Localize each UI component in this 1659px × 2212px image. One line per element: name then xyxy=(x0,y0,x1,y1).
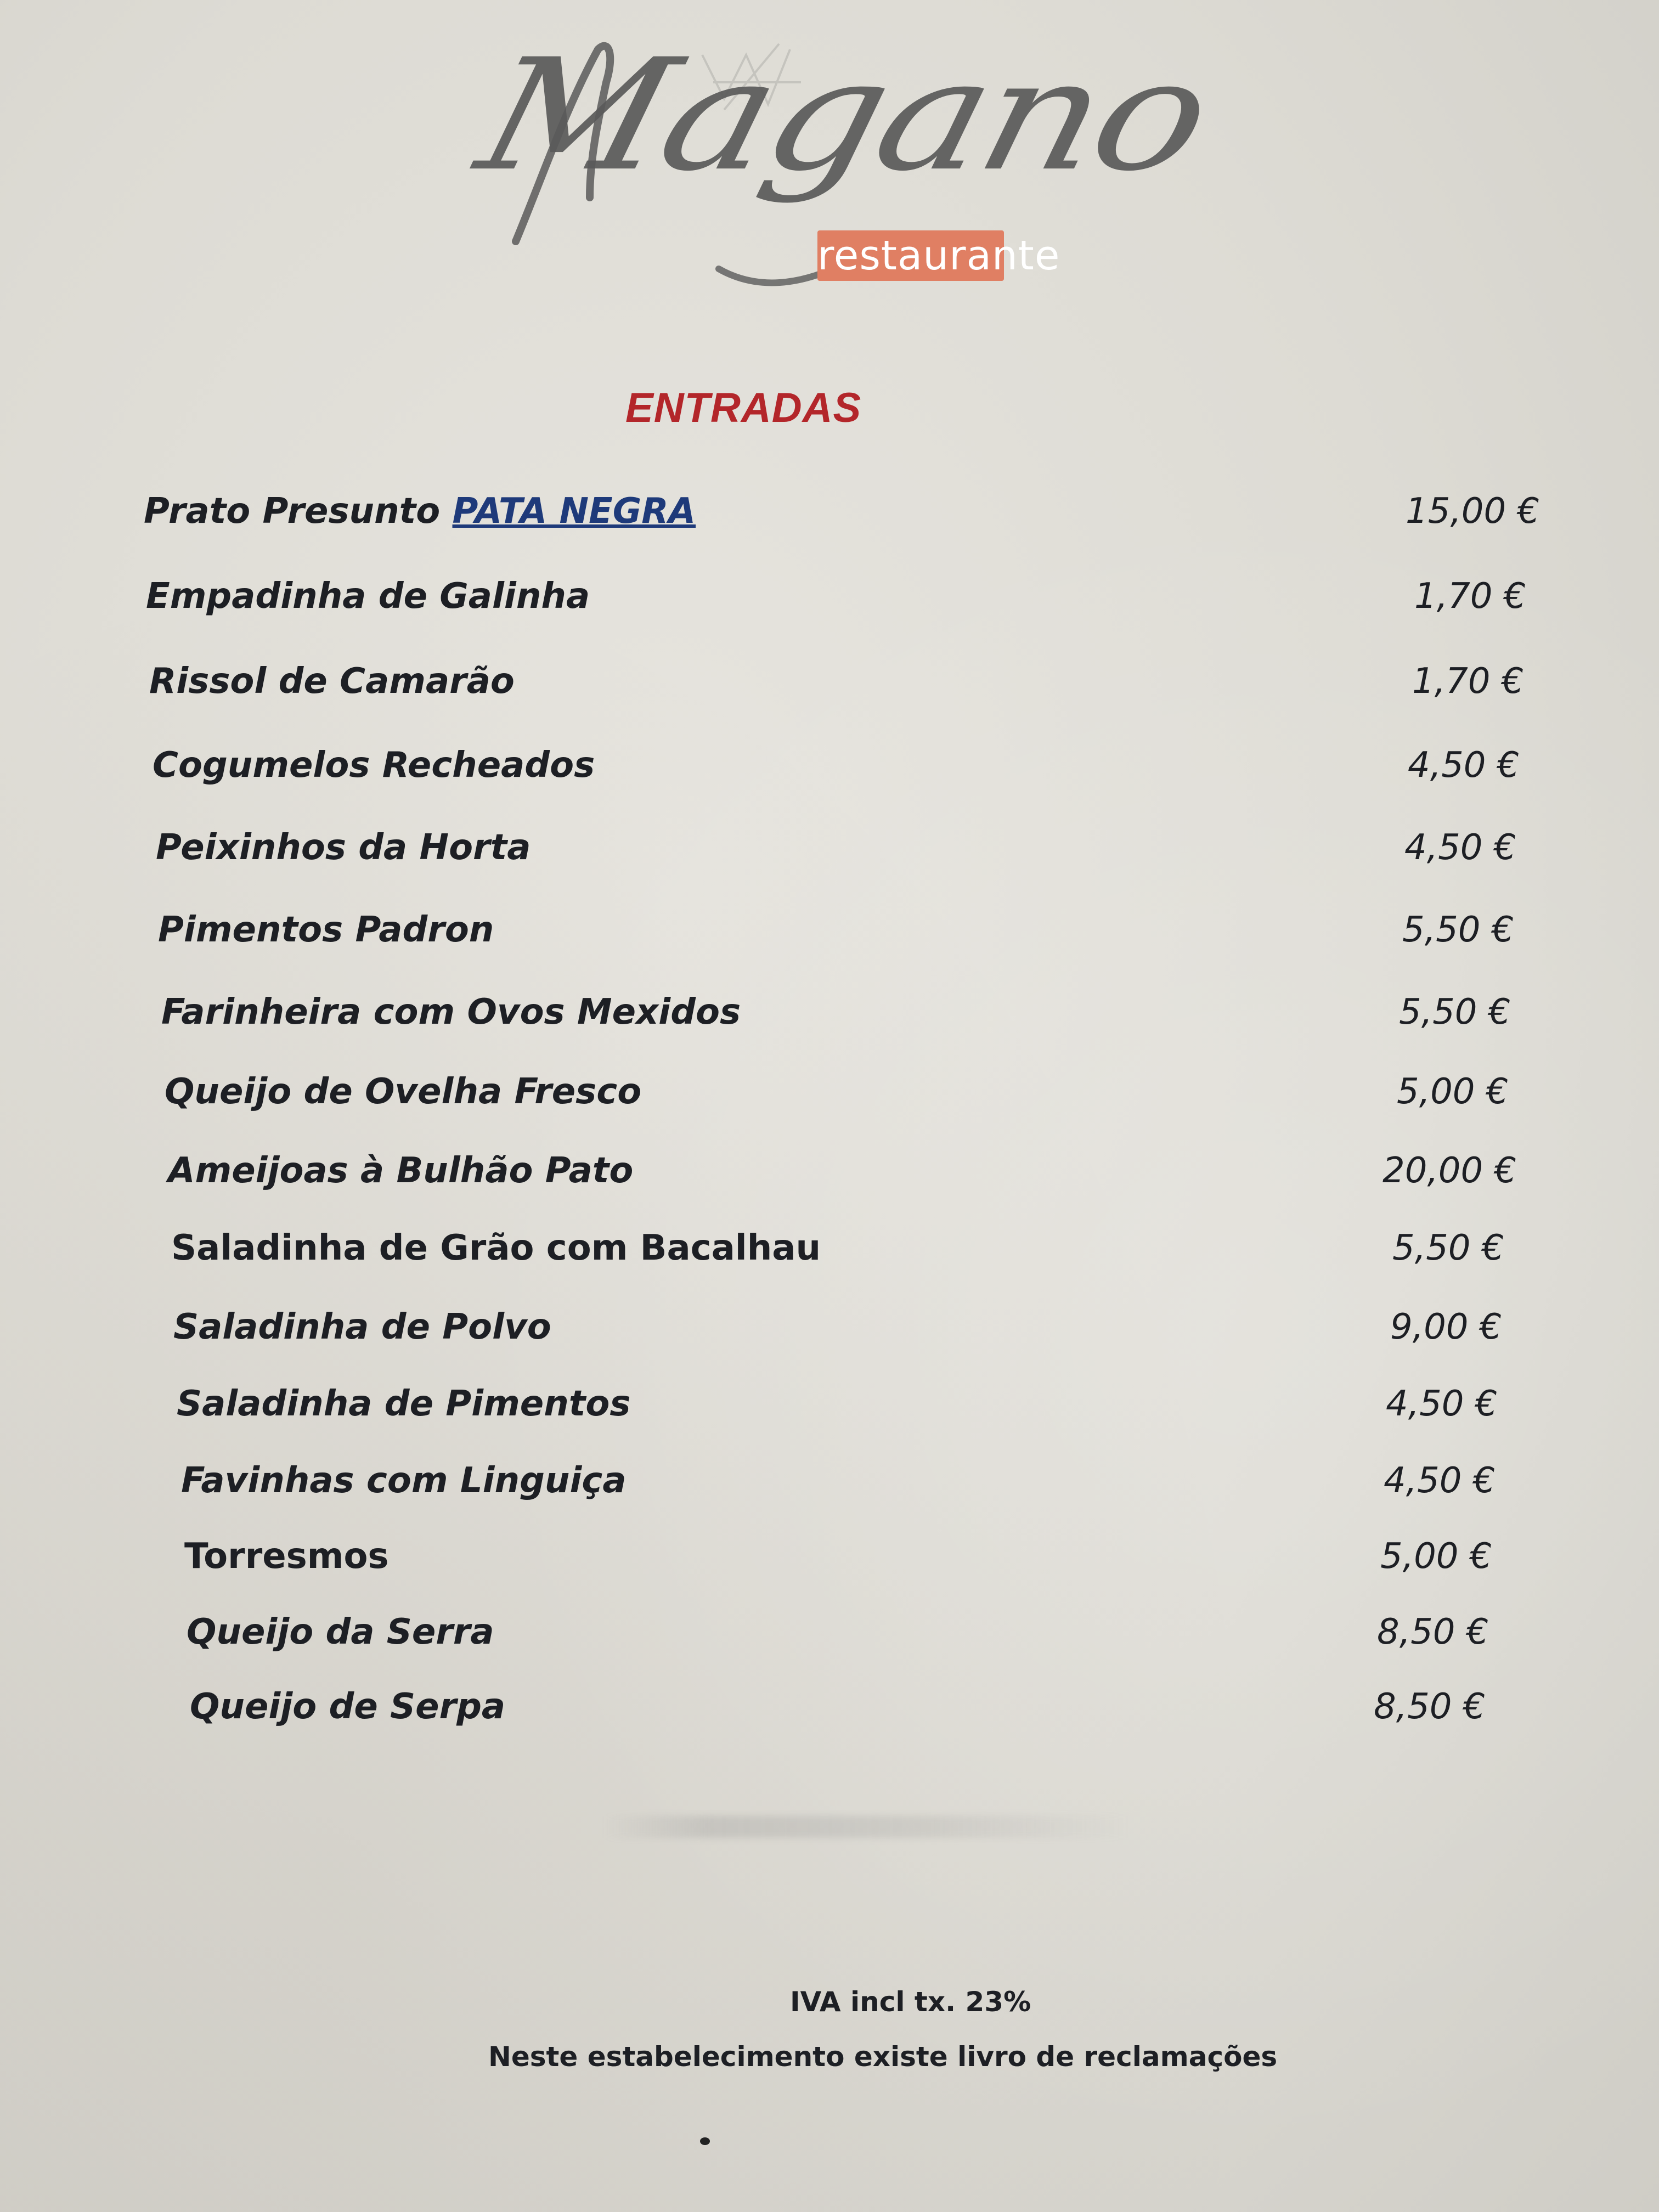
item-price: 8,50 € xyxy=(1377,1612,1489,1652)
item-price: 8,50 € xyxy=(1374,1686,1486,1727)
item-price: 5,00 € xyxy=(1397,1071,1509,1112)
item-name: Saladinha de Grão com Bacalhau xyxy=(171,1228,821,1268)
menu-item xyxy=(0,992,1659,1047)
menu-item xyxy=(0,827,1659,882)
bleed-through-smudge xyxy=(603,1816,1130,1838)
item-name: Prato Presunto PATA NEGRA xyxy=(144,491,696,532)
item-price: 1,70 € xyxy=(1412,661,1524,702)
item-price: 4,50 € xyxy=(1408,745,1520,786)
ink-dot xyxy=(700,2137,710,2145)
item-price: 20,00 € xyxy=(1383,1150,1517,1191)
menu-item xyxy=(0,491,1659,546)
item-name: Favinhas com Linguiça xyxy=(181,1460,627,1501)
item-price: 4,50 € xyxy=(1404,827,1516,868)
logo-badge: restaurante xyxy=(817,230,1004,281)
item-name: Saladinha de Polvo xyxy=(173,1307,551,1347)
item-name: Queijo de Serpa xyxy=(190,1686,506,1727)
menu-item xyxy=(0,1384,1659,1438)
item-name: Queijo de Ovelha Fresco xyxy=(165,1071,642,1112)
item-name: Rissol de Camarão xyxy=(149,661,515,702)
menu-item xyxy=(0,1460,1659,1515)
section-title: ENTRADAS xyxy=(625,385,862,431)
menu-item xyxy=(0,1686,1659,1741)
item-price: 5,50 € xyxy=(1392,1228,1504,1268)
menu-item xyxy=(0,576,1659,631)
menu-item xyxy=(0,1150,1659,1205)
item-name: Peixinhos da Horta xyxy=(156,827,531,868)
item-price: 4,50 € xyxy=(1386,1384,1498,1424)
menu-item xyxy=(0,910,1659,964)
item-price: 5,50 € xyxy=(1399,992,1511,1032)
item-name: Farinheira com Ovos Mexidos xyxy=(161,992,741,1032)
item-name: Torresmos xyxy=(184,1536,389,1577)
item-name: Pimentos Padron xyxy=(158,910,494,950)
logo-script-text: Magano xyxy=(463,26,1224,205)
item-price: 1,70 € xyxy=(1414,576,1526,617)
menu-item xyxy=(0,1228,1659,1283)
item-price: 9,00 € xyxy=(1390,1307,1502,1347)
item-price: 5,50 € xyxy=(1402,910,1514,950)
item-name-highlight: PATA NEGRA xyxy=(452,491,696,532)
vat-note: IVA incl tx. 23% xyxy=(790,1986,1031,2018)
restaurant-logo xyxy=(463,26,1224,291)
menu-item xyxy=(0,1071,1659,1126)
menu-item xyxy=(0,1536,1659,1591)
item-price: 4,50 € xyxy=(1384,1460,1496,1501)
menu-item xyxy=(0,745,1659,800)
menu-item xyxy=(0,1612,1659,1667)
complaints-book-note: Neste estabelecimento existe livro de reclamações xyxy=(488,2041,1278,2073)
item-name: Queijo da Serra xyxy=(187,1612,494,1652)
item-name: Cogumelos Recheados xyxy=(153,745,595,786)
menu-item xyxy=(0,661,1659,716)
item-price: 5,00 € xyxy=(1380,1536,1492,1577)
item-price: 15,00 € xyxy=(1406,491,1540,532)
menu-item xyxy=(0,1307,1659,1362)
item-name: Saladinha de Pimentos xyxy=(177,1384,631,1424)
item-name: Ameijoas à Bulhão Pato xyxy=(168,1150,634,1191)
item-name: Empadinha de Galinha xyxy=(146,576,590,617)
